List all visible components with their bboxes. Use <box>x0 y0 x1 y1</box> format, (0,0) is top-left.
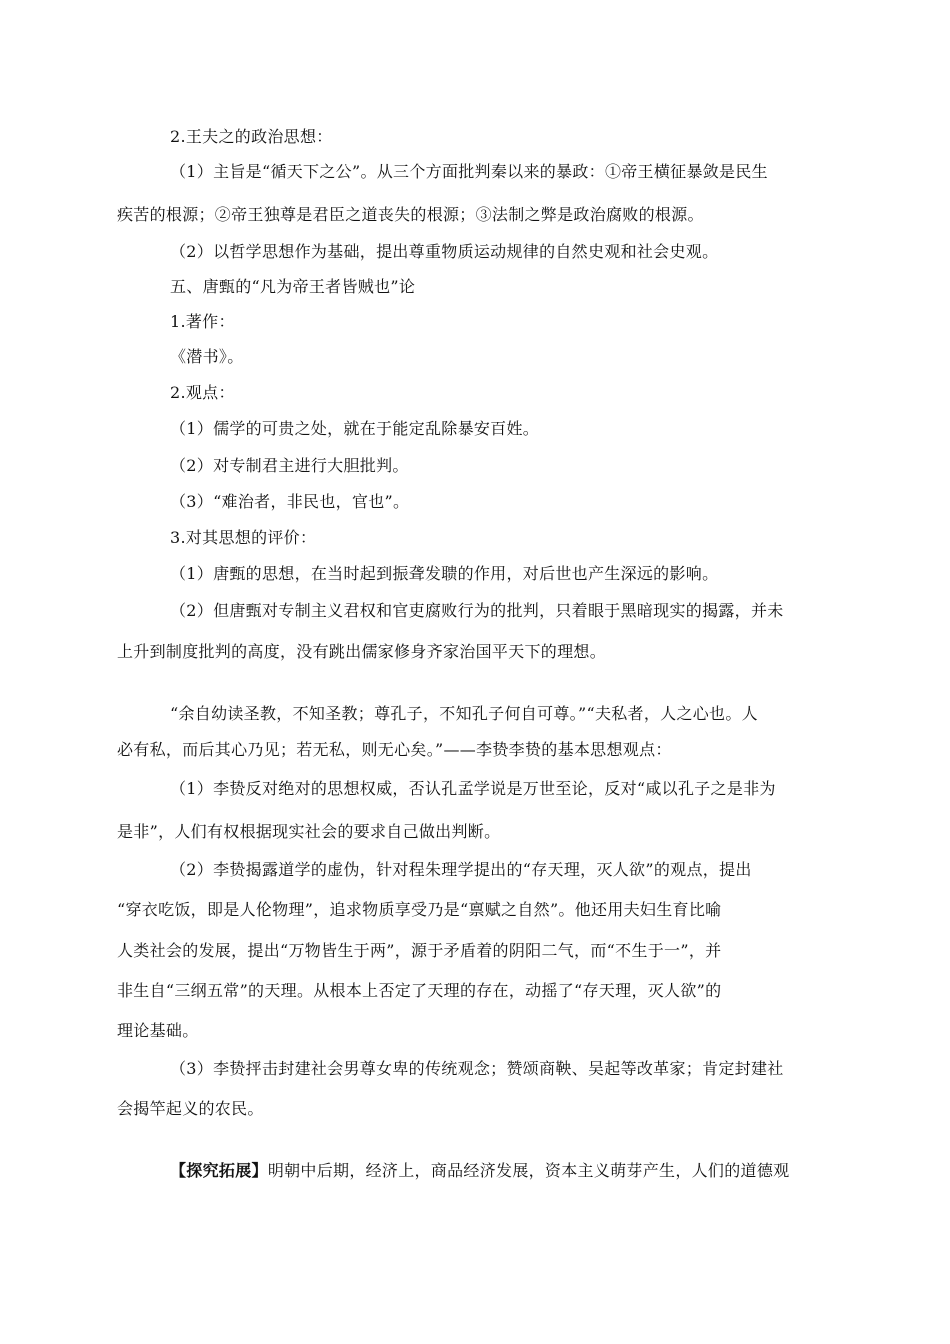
subheading-works: 1.著作： <box>170 312 235 331</box>
paragraph-line: （2）但唐甄对专制主义君权和官吏腐败行为的批判，只着眼于黑暗现实的揭露，并未 <box>170 601 784 620</box>
subheading-views: 2.观点： <box>170 383 235 402</box>
paragraph-line: 人类社会的发展，提出“万物皆生于两”，源于矛盾着的阴阳二气，而“不生于一”，并 <box>117 941 722 960</box>
paragraph-line: （1）唐甄的思想，在当时起到振聋发聩的作用，对后世也产生深远的影响。 <box>170 564 719 583</box>
paragraph-line: “穿衣吃饭，即是人伦物理”，追求物质享受乃是“禀赋之自然”。他还用夫妇生育比喻 <box>117 900 722 919</box>
paragraph-line: 《潜书》。 <box>170 347 244 366</box>
paragraph-line: 非生自“三纲五常”的天理。从根本上否定了天理的存在，动摇了“存天理，灭人欲”的 <box>117 981 722 1000</box>
explore-tag: 【探究拓展】 <box>170 1161 268 1180</box>
paragraph-line: （3）李贽抨击封建社会男尊女卑的传统观念；赞颂商鞅、吴起等改革家；肯定封建社 <box>170 1059 784 1078</box>
quote-line: “余自幼读圣教，不知圣教；尊孔子，不知孔子何自可尊。”“夫私者，人之心也。人 <box>170 704 758 723</box>
paragraph-line: 会揭竿起义的农民。 <box>117 1099 264 1118</box>
paragraph-line: （3）“难治者，非民也，官也”。 <box>170 492 410 511</box>
paragraph-line: （2）对专制君主进行大胆批判。 <box>170 456 409 475</box>
explore-paragraph <box>170 1160 789 1182</box>
section-heading-tang-zhen: 五、唐甄的“凡为帝王者皆贼也”论 <box>170 277 416 296</box>
paragraph-line: （2）李贽揭露道学的虚伪，针对程朱理学提出的“存天理，灭人欲”的观点，提出 <box>170 860 752 879</box>
paragraph-line: （1）李贽反对绝对的思想权威，否认孔孟学说是万世至论，反对“咸以孔子之是非为 <box>170 779 776 798</box>
explore-text: 明朝中后期，经济上，商品经济发展，资本主义萌芽产生，人们的道德观 <box>267 1161 790 1180</box>
paragraph-line: 疾苦的根源；②帝王独尊是君臣之道丧失的根源；③法制之弊是政治腐败的根源。 <box>117 205 704 224</box>
paragraph-line: （1）主旨是“循天下之公”。从三个方面批判秦以来的暴政：①帝王横征暴敛是民生 <box>170 162 768 181</box>
heading-wang-fuzhi-politics: 2.王夫之的政治思想： <box>170 127 333 146</box>
paragraph-line: 是非”，人们有权根据现实社会的要求自己做出判断。 <box>117 822 501 841</box>
paragraph-line: （1）儒学的可贵之处，就在于能定乱除暴安百姓。 <box>170 419 540 438</box>
paragraph-line: 理论基础。 <box>117 1021 199 1040</box>
subheading-evaluation: 3.对其思想的评价： <box>170 528 317 547</box>
quote-line: 必有私，而后其心乃见；若无私，则无心矣。”——李贽李贽的基本思想观点： <box>117 740 672 759</box>
paragraph-line: 上升到制度批判的高度，没有跳出儒家修身齐家治国平天下的理想。 <box>117 642 607 661</box>
paragraph-line: （2）以哲学思想作为基础，提出尊重物质运动规律的自然史观和社会史观。 <box>170 242 719 261</box>
